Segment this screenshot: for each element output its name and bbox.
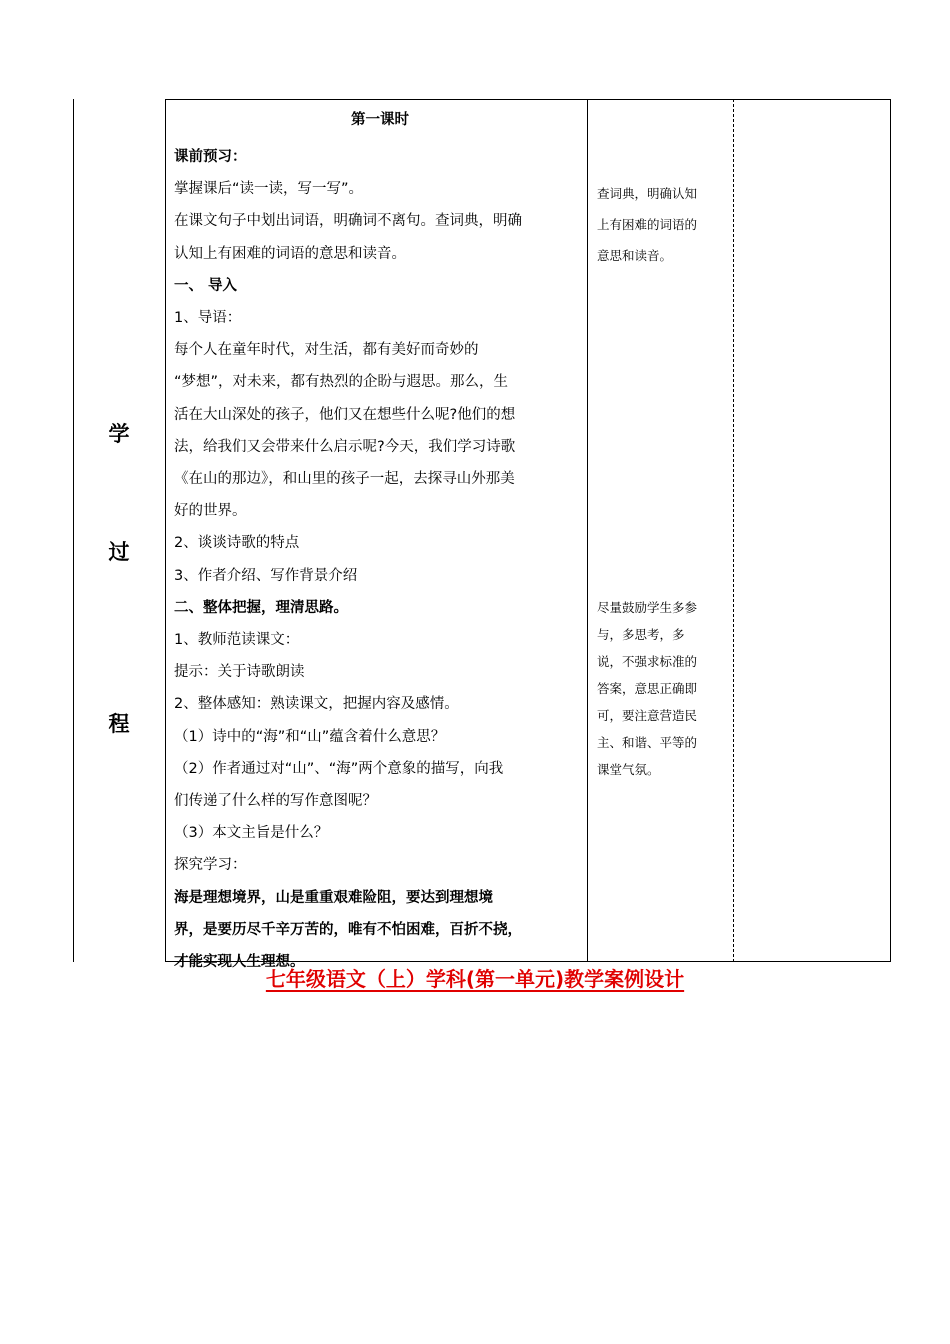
lesson-text-line: 才能实现人生理想。 (174, 954, 305, 970)
note-line: 可，要注意营造民 (597, 708, 698, 723)
lesson-text-line: 在课文句子中划出词语，明确词不离句。查词典，明确 (174, 213, 522, 229)
lesson-text-line: 课前预习： (174, 149, 247, 165)
note-line: 查词典，明确认知 (597, 186, 698, 201)
table-top-border (165, 99, 891, 100)
lesson-text-line: 《在山的那边》，和山里的孩子一起，去探寻山外那美 (174, 471, 515, 487)
column-divider (165, 99, 166, 962)
side-label-char: 程 (108, 712, 130, 736)
lesson-text-line: 活在大山深处的孩子，他们又在想些什么呢?他们的想 (174, 407, 516, 423)
lesson-text-line: 掌握课后“读一读，写一写”。 (174, 181, 364, 197)
note-line: 尽量鼓励学生多参 (597, 600, 698, 615)
column-divider (587, 99, 588, 962)
note-line: 主、和谐、平等的 (597, 735, 698, 750)
note-line: 课堂气氛。 (597, 762, 660, 777)
lesson-text-line: 1、导语： (174, 310, 242, 326)
lesson-text-line: 二、整体把握，理清思路。 (174, 600, 348, 616)
lesson-text-line: 一、 导入 (174, 278, 238, 294)
lesson-text-line: 每个人在童年时代，对生活，都有美好而奇妙的 (174, 342, 479, 358)
lesson-text-line: 认知上有困难的词语的意思和读音。 (174, 246, 406, 262)
document-title: 七年级语文（上）学科(第一单元)教学案例设计 (265, 967, 685, 991)
side-label-char: 过 (108, 540, 130, 564)
note-line: 与，多思考，多 (597, 627, 685, 642)
lesson-text-line: （2）作者通过对“山”、“海”两个意象的描写，向我 (174, 761, 504, 777)
lesson-text-line: 探究学习： (174, 857, 247, 873)
lesson-text-line: 界，是要历尽千辛万苦的，唯有不怕困难，百折不挠， (174, 922, 522, 938)
lesson-text-line: “梦想”，对未来，都有热烈的企盼与遐思。那么，生 (174, 374, 509, 390)
lesson-title: 第一课时 (351, 112, 409, 128)
lesson-text-line: （3）本文主旨是什么？ (174, 825, 329, 841)
lesson-text-line: 好的世界。 (174, 503, 247, 519)
lesson-text-line: 法，给我们又会带来什么启示呢?今天，我们学习诗歌 (174, 439, 516, 455)
lesson-text-line: 2、整体感知：熟读课文，把握内容及感情。 (174, 696, 459, 712)
note-line: 说，不强求标准的 (597, 654, 698, 669)
note-line: 意思和读音。 (597, 248, 673, 263)
note-line: 答案，意思正确即 (597, 681, 698, 696)
lesson-text-line: 2、谈谈诗歌的特点 (174, 535, 300, 551)
side-label-char: 学 (108, 422, 130, 446)
lesson-text-line: （1）诗中的“海”和“山”蕴含着什么意思？ (174, 729, 446, 745)
lesson-text-line: 们传递了什么样的写作意图呢？ (174, 793, 377, 809)
lesson-plan-table (73, 99, 891, 970)
lesson-text-line: 3、作者介绍、写作背景介绍 (174, 568, 358, 584)
lesson-text-line: 海是理想境界，山是重重艰难险阻，要达到理想境 (174, 890, 493, 906)
table-left-border (73, 99, 74, 962)
lesson-text-line: 1、教师范读课文： (174, 632, 300, 648)
table-right-border (890, 99, 891, 962)
column-divider-dashed (733, 99, 734, 962)
note-line: 上有困难的词语的 (597, 217, 698, 232)
lesson-text-line: 提示：关于诗歌朗读 (174, 664, 305, 680)
